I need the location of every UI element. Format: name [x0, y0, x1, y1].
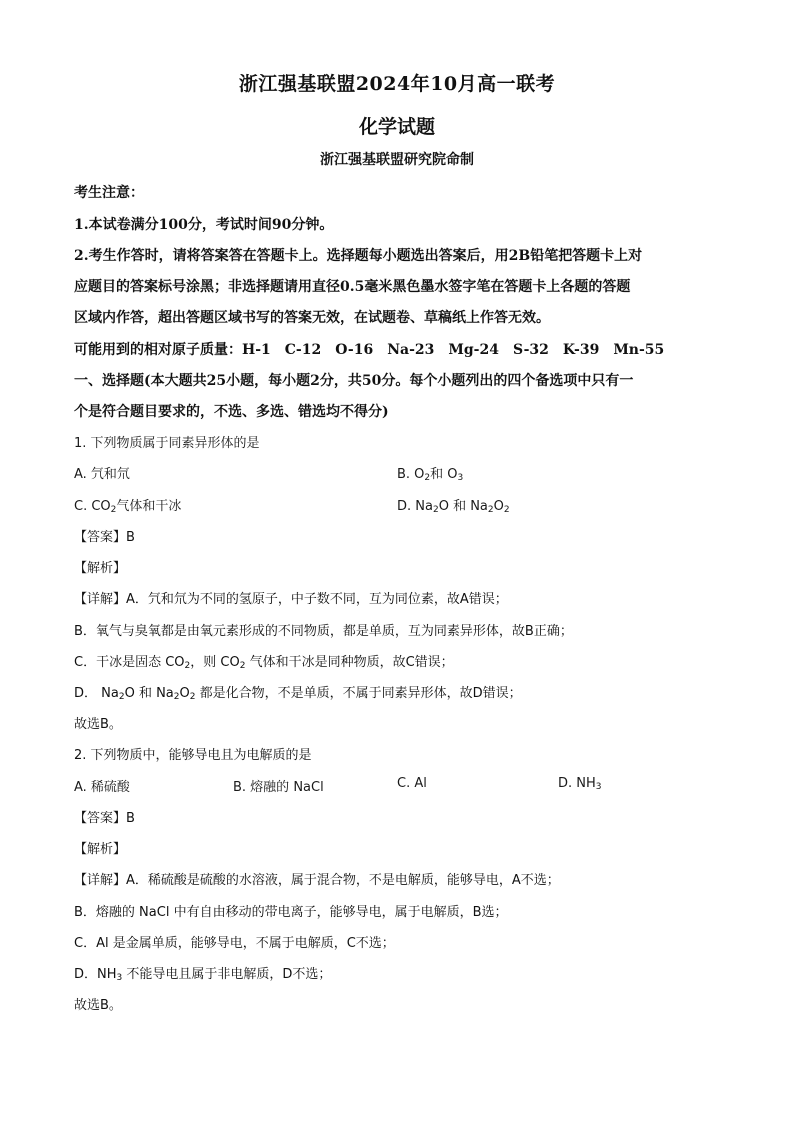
q2-detail-a: 【详解】A．稀硫酸是硫酸的水溶液，属于混合物，不是电解质，能够导电，A不选； — [74, 873, 560, 888]
subject-title: 化学试题 — [358, 116, 435, 138]
notice-item-2-line-1: 2.考生作答时，请将答案答在答题卡上。选择题每小题选出答案后，用2B铅笔把答题卡上对 — [74, 248, 643, 264]
author-line: 浙江强基联盟研究院命制 — [320, 152, 474, 168]
q2-stem: 2. 下列物质中，能够导电且为电解质的是 — [74, 748, 312, 763]
q2-detail-d: D．$NH_3$ 不能导电且属于非电解质，D不选； — [74, 967, 332, 983]
atomic-masses: 可能用到的相对原子质量：H-1 C-12 O-16 Na-23 Mg-24 S-32 K-39 Mn-55 — [74, 342, 665, 358]
q2-detail-c: C．Al 是金属单质，能够导电，不属于电解质，C不选； — [74, 936, 395, 951]
q1-stem: 1. 下列物质属于同素异形体的是 — [74, 436, 260, 451]
q2-option-b: B. 熔融的 NaCl — [233, 780, 324, 795]
q2-option-d: D. $NH_3$ — [558, 776, 602, 792]
q1-option-a: A. 氕和氘 — [74, 467, 130, 482]
q2-analysis-label: 【解析】 — [74, 842, 127, 857]
q1-answer: 【答案】B — [74, 530, 135, 545]
notice-item-2-line-3: 区域内作答，超出答题区域书写的答案无效，在试题卷、草稿纸上作答无效。 — [74, 310, 550, 326]
q2-option-a: A. 稀硫酸 — [74, 780, 130, 795]
q1-detail-d: D． $Na_2O$ 和 $Na_2O_2$ 都是化合物，不是单质，不属于同素异形体，故D错误； — [74, 686, 522, 702]
q2-detail-b: B．熔融的 NaCl 中有自由移动的带电离子，能够导电，属于电解质，B选； — [74, 905, 508, 920]
section-heading-line-1: 一、选择题(本大题共25小题，每小题2分，共50分。每个小题列出的四个备选项中只有一 — [74, 373, 634, 389]
notice-heading: 考生注意： — [74, 185, 144, 201]
q1-analysis-label: 【解析】 — [74, 561, 127, 576]
q1-option-c: C. $CO_2$气体和干冰 — [74, 499, 182, 515]
exam-title: 浙江强基联盟2024年10月高一联考 — [238, 73, 556, 95]
q2-conclusion: 故选B。 — [74, 998, 122, 1013]
notice-item-1: 1.本试卷满分100分，考试时间90分钟。 — [74, 217, 334, 233]
notice-item-2-line-2: 应题目的答案标号涂黑；非选择题请用直径0.5毫米黑色墨水签字笔在答题卡上各题的答题 — [74, 279, 631, 295]
q1-option-d: D. $Na_2O$ 和 $Na_2O_2$ — [397, 499, 510, 515]
q1-option-b: B. $O_2$和 $O_3$ — [397, 467, 464, 483]
q1-detail-a: 【详解】A．氕和氘为不同的氢原子，中子数不同，互为同位素，故A错误； — [74, 592, 508, 607]
q1-detail-b: B．氧气与臭氧都是由氧元素形成的不同物质，都是单质，互为同素异形体，故B正确； — [74, 624, 573, 639]
section-heading-line-2: 个是符合题目要求的，不选、多选、错选均不得分) — [74, 404, 389, 420]
q2-option-c: C. Al — [397, 776, 427, 791]
q2-answer: 【答案】B — [74, 811, 135, 826]
q1-conclusion: 故选B。 — [74, 717, 122, 732]
q1-detail-c: C．干冰是固态 $CO_2$，则 $CO_2$ 气体和干冰是同种物质，故C错误； — [74, 655, 454, 671]
